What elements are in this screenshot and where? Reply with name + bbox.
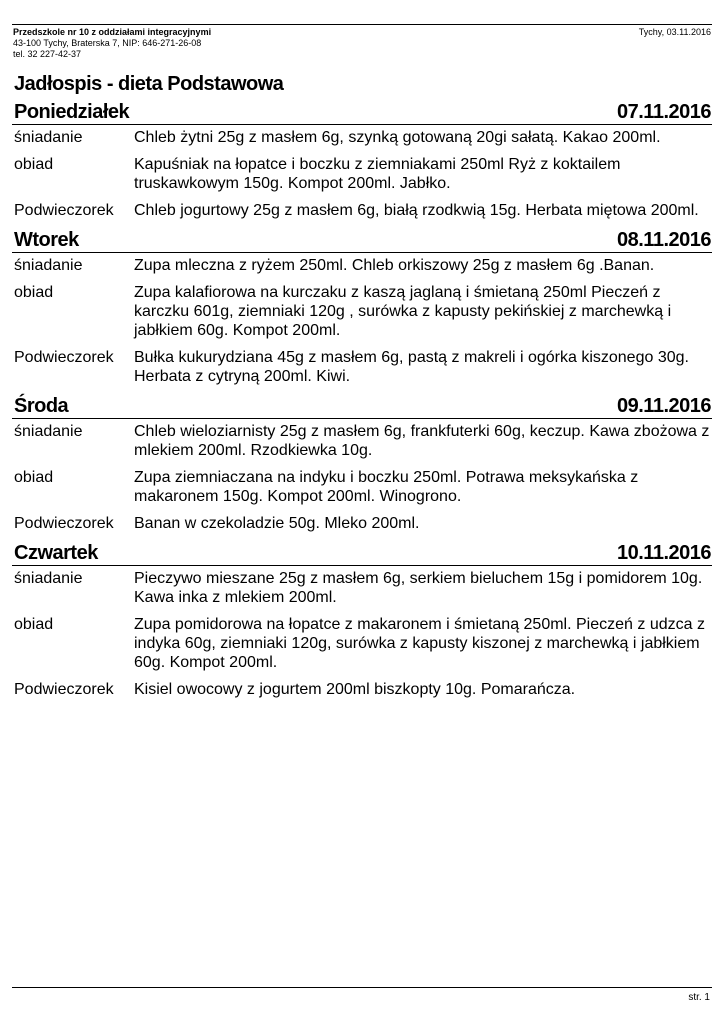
meal-row-breakfast xyxy=(12,419,712,465)
meal-description: Zupa mleczna z ryżem 250ml. Chleb orkiszowy 25g z masłem 6g .Banan. xyxy=(134,257,655,274)
meal-description: Pieczywo mieszane 25g z masłem 6g, serkiem bieluchem 15g i pomidorem 10g. Kawa inka z mlekiem 200ml. xyxy=(134,570,703,606)
meal-description: Chleb jogurtowy 25g z masłem 6g, białą rzodkwią 15g. Herbata miętowa 200ml. xyxy=(134,202,699,219)
meal-row-snack xyxy=(12,511,712,538)
days-list xyxy=(12,97,712,704)
meal-name: śniadanie xyxy=(14,257,83,274)
meal-description: Zupa pomidorowa na łopatce z makaronem i śmietaną 250ml. Pieczeń z udzca z indyka 60g, ziemniaki 120g, surówka z kapusty kiszonej z marchewką i jabłkiem 60g. Kompot 200ml. xyxy=(134,616,705,671)
meal-row-snack xyxy=(12,198,712,225)
meal-description: Banan w czekoladzie 50g. Mleko 200ml. xyxy=(134,515,420,532)
meal-row-breakfast xyxy=(12,125,712,152)
day-section-tuesday xyxy=(12,225,712,391)
meal-name: Podwieczorek xyxy=(14,681,114,698)
meal-row-lunch xyxy=(12,465,712,511)
meal-name: obiad xyxy=(14,469,54,486)
organization-name: Przedszkole nr 10 z oddziałami integracyjnymi xyxy=(13,27,212,37)
day-name: Poniedziałek xyxy=(14,101,130,123)
meal-row-snack xyxy=(12,345,712,391)
day-header xyxy=(12,97,712,125)
day-header xyxy=(12,538,712,566)
print-date: Tychy, 03.11.2016 xyxy=(638,27,711,37)
meal-row-lunch xyxy=(12,280,712,345)
meal-row-lunch xyxy=(12,152,712,198)
day-date: 10.11.2016 xyxy=(617,542,711,564)
day-header xyxy=(12,225,712,253)
meal-name: obiad xyxy=(14,156,54,173)
meal-row-breakfast xyxy=(12,566,712,612)
meal-description: Zupa ziemniaczana na indyku i boczku 250ml. Potrawa meksykańska z makaronem 150g. Kompot 200ml. Winogrono. xyxy=(134,469,639,505)
page-title: Jadłospis - dieta Podstawowa xyxy=(14,73,284,95)
meal-name: śniadanie xyxy=(14,423,83,440)
menu-page xyxy=(12,0,712,1024)
day-date: 07.11.2016 xyxy=(617,101,711,123)
day-name: Czwartek xyxy=(14,542,98,564)
day-date: 08.11.2016 xyxy=(617,229,711,251)
document-header xyxy=(12,24,712,59)
meal-name: śniadanie xyxy=(14,570,83,587)
meal-name: Podwieczorek xyxy=(14,515,114,532)
day-name: Wtorek xyxy=(14,229,79,251)
day-section-monday xyxy=(12,97,712,225)
meal-description: Bułka kukurydziana 45g z masłem 6g, pastą z makreli i ogórka kiszonego 30g. Herbata z cytryną 200ml. Kiwi. xyxy=(134,349,689,385)
document-footer xyxy=(12,987,712,1003)
meal-name: Podwieczorek xyxy=(14,349,114,366)
meal-name: śniadanie xyxy=(14,129,83,146)
day-header xyxy=(12,391,712,419)
meal-row-snack xyxy=(12,677,712,704)
day-date: 09.11.2016 xyxy=(617,395,711,417)
meal-row-breakfast xyxy=(12,253,712,280)
meal-name: obiad xyxy=(14,284,54,301)
day-section-wednesday xyxy=(12,391,712,538)
organization-phone: tel. 32 227-42-37 xyxy=(13,49,82,59)
meal-description: Chleb żytni 25g z masłem 6g, szynką gotowaną 20gi sałatą. Kakao 200ml. xyxy=(134,129,661,146)
organization-address: 43-100 Tychy, Braterska 7, NIP: 646-271-26-08 xyxy=(13,38,202,48)
meal-name: obiad xyxy=(14,616,54,633)
meal-name: Podwieczorek xyxy=(14,202,114,219)
meal-description: Kapuśniak na łopatce i boczku z ziemniakami 250ml Ryż z koktailem truskawkowym 150g. Kompot 200ml. Jabłko. xyxy=(134,156,621,192)
day-section-thursday xyxy=(12,538,712,704)
day-name: Środa xyxy=(14,395,69,417)
meal-description: Chleb wieloziarnisty 25g z masłem 6g, frankfuterki 60g, keczup. Kawa zbożowa z mlekiem 200ml. Rzodkiewka 10g. xyxy=(134,423,710,459)
meal-description: Kisiel owocowy z jogurtem 200ml biszkopty 10g. Pomarańcza. xyxy=(134,681,576,698)
page-number: str. 1 xyxy=(688,992,710,1003)
meal-row-lunch xyxy=(12,612,712,677)
meal-description: Zupa kalafiorowa na kurczaku z kaszą jaglaną i śmietaną 250ml Pieczeń z karczku 601g, ziemniaki 120g , surówka z kapusty pekińskiej z marchewką i jabłkiem 60g. Kompot 200ml. xyxy=(134,284,672,339)
